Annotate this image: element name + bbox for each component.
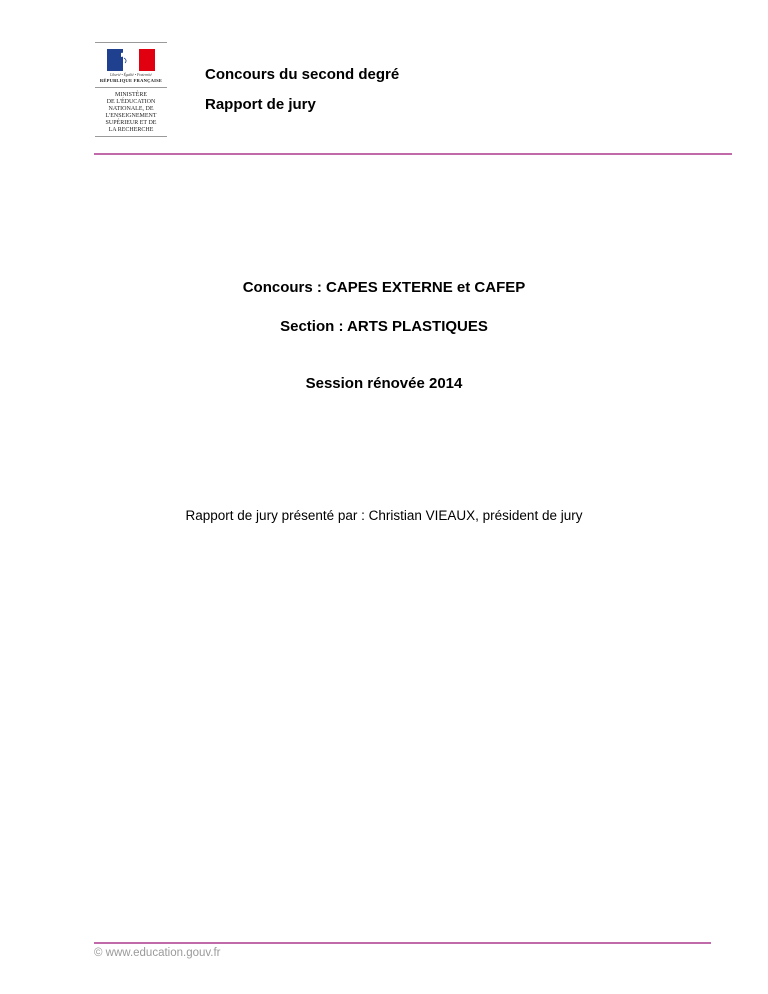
logo-divider [95, 42, 167, 43]
footer-rule [94, 942, 711, 944]
logo-ministry-line: SUPÉRIEUR ET DE [105, 120, 157, 127]
logo-ministry-line: LA RECHERCHE [108, 127, 154, 134]
concours-title: Concours : CAPES EXTERNE et CAFEP [242, 279, 526, 296]
presenter-line: Rapport de jury présenté par : Christian VIEAUX, président de jury [185, 508, 583, 523]
header-subtitle: Rapport de jury [205, 96, 316, 113]
logo-divider [95, 136, 167, 137]
header-title: Concours du second degré [205, 66, 400, 83]
section-title: Section : ARTS PLASTIQUES [280, 318, 488, 335]
logo-motto: Liberté • Égalité • Fraternité [110, 73, 152, 77]
ministry-logo [95, 42, 167, 137]
marianne-flag-icon [107, 49, 155, 71]
logo-republic: RÉPUBLIQUE FRANÇAISE [99, 78, 163, 83]
header-rule [94, 153, 732, 155]
logo-divider [95, 87, 167, 88]
logo-ministry-line: MINISTÈRE [115, 92, 147, 98]
session-title: Session rénovée 2014 [305, 375, 463, 392]
logo-ministry-line: NATIONALE, DE [108, 106, 154, 113]
logo-ministry-line: DE L'ÉDUCATION [106, 99, 156, 106]
logo-ministry-name [95, 92, 167, 135]
footer-copyright: © www.education.gouv.fr [94, 947, 221, 959]
logo-ministry-line: L'ENSEIGNEMENT [105, 113, 157, 120]
